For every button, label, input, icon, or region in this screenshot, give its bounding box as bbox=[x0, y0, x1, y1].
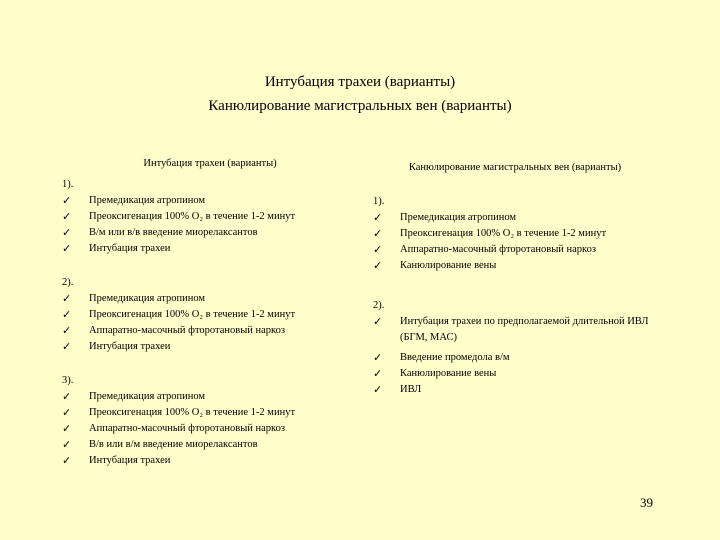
checkmark-icon: ✓ bbox=[62, 211, 72, 223]
list-item-text: Интубация трахеи bbox=[89, 243, 171, 254]
checkmark-icon: ✓ bbox=[373, 244, 383, 256]
checkmark-icon: ✓ bbox=[373, 212, 383, 224]
list-item-text: Преоксигенация 100% O₂ в течение 1-2 минут bbox=[89, 211, 296, 222]
group-label: 1). bbox=[62, 179, 74, 190]
list-item-text: ИВЛ bbox=[400, 384, 422, 395]
checkmark-icon: ✓ bbox=[62, 455, 72, 467]
list-item bbox=[62, 225, 352, 241]
list-item-text: Введение промедола в/м bbox=[400, 352, 510, 363]
list-item-text: Премедикация атропином bbox=[89, 293, 206, 304]
checkmark-icon: ✓ bbox=[373, 352, 383, 364]
slide-title-line-1: Интубация трахеи (варианты) bbox=[264, 74, 456, 90]
list-item-text: Канюлирование вены bbox=[400, 368, 497, 379]
checkmark-icon: ✓ bbox=[62, 195, 72, 207]
list-item-text: Преоксигенация 100% O₂ в течение 1-2 минут bbox=[89, 309, 296, 320]
list-item bbox=[62, 339, 352, 355]
list-item-text: Аппаратно-масочный фторотановый наркоз bbox=[89, 325, 286, 336]
list-item bbox=[62, 291, 352, 307]
group-label: 1). bbox=[373, 196, 385, 207]
list-item-text: Канюлирование вены bbox=[400, 260, 497, 271]
checkmark-icon: ✓ bbox=[373, 260, 383, 272]
list-item-text: В/м или в/в введение миорелаксантов bbox=[89, 227, 258, 238]
list-item bbox=[62, 437, 352, 453]
group-label: 3). bbox=[62, 375, 74, 386]
group-label: 2). bbox=[62, 277, 74, 288]
left-group-3 bbox=[62, 373, 352, 469]
right-group-2 bbox=[373, 298, 665, 398]
left-group-1 bbox=[62, 177, 352, 257]
left-list bbox=[62, 177, 352, 469]
list-item bbox=[373, 366, 665, 382]
list-item-text: Премедикация атропином bbox=[89, 195, 206, 206]
list-item bbox=[373, 314, 665, 346]
list-item-text: Интубация трахеи bbox=[89, 341, 171, 352]
left-column-title: Интубация трахеи (варианты) bbox=[143, 158, 277, 169]
list-item bbox=[62, 405, 352, 421]
list-item bbox=[373, 382, 665, 398]
list-item bbox=[62, 209, 352, 225]
checkmark-icon: ✓ bbox=[373, 228, 383, 240]
list-item bbox=[62, 421, 352, 437]
right-column-title: Канюлирование магистральных вен (варианты) bbox=[408, 162, 622, 173]
list-item bbox=[62, 241, 352, 257]
list-item-text: Премедикация атропином bbox=[89, 391, 206, 402]
checkmark-icon: ✓ bbox=[373, 368, 383, 380]
list-item bbox=[62, 307, 352, 323]
slide-title bbox=[0, 70, 720, 118]
list-item bbox=[62, 323, 352, 339]
list-item-text: В/в или в/м введение миорелаксантов bbox=[89, 439, 258, 450]
list-item-text: Преоксигенация 100% O₂ в течение 1-2 минут bbox=[400, 228, 607, 239]
list-item-text: Аппаратно-масочный фторотановый наркоз bbox=[400, 244, 597, 255]
list-item-text: Интубация трахеи bbox=[89, 455, 171, 466]
list-item bbox=[373, 258, 665, 274]
list-item-text: Преоксигенация 100% O₂ в течение 1-2 минут bbox=[89, 407, 296, 418]
checkmark-icon: ✓ bbox=[62, 439, 72, 451]
checkmark-icon: ✓ bbox=[62, 325, 72, 337]
checkmark-icon: ✓ bbox=[62, 243, 72, 255]
list-item bbox=[373, 210, 665, 226]
left-group-2 bbox=[62, 275, 352, 355]
checkmark-icon: ✓ bbox=[62, 391, 72, 403]
checkmark-icon: ✓ bbox=[62, 407, 72, 419]
group-label: 2). bbox=[373, 300, 385, 311]
right-group-1 bbox=[373, 194, 665, 274]
list-item-text: Интубация трахеи по предполагаемой длительной ИВЛ (БГМ, МАС) bbox=[400, 316, 649, 343]
list-item bbox=[62, 193, 352, 209]
list-item bbox=[62, 389, 352, 405]
slide-title-line-2: Канюлирование магистральных вен (варианты) bbox=[208, 98, 512, 114]
checkmark-icon: ✓ bbox=[62, 293, 72, 305]
checkmark-icon: ✓ bbox=[373, 316, 383, 328]
checkmark-icon: ✓ bbox=[62, 309, 72, 321]
page-number: 39 bbox=[640, 495, 653, 510]
checkmark-icon: ✓ bbox=[62, 423, 72, 435]
list-item bbox=[373, 226, 665, 242]
list-item bbox=[373, 350, 665, 366]
list-item bbox=[373, 242, 665, 258]
checkmark-icon: ✓ bbox=[62, 227, 72, 239]
list-item bbox=[62, 453, 352, 469]
checkmark-icon: ✓ bbox=[373, 384, 383, 396]
checkmark-icon: ✓ bbox=[62, 341, 72, 353]
right-list bbox=[373, 194, 665, 398]
list-item-text: Премедикация атропином bbox=[400, 212, 517, 223]
list-item-text: Аппаратно-масочный фторотановый наркоз bbox=[89, 423, 286, 434]
